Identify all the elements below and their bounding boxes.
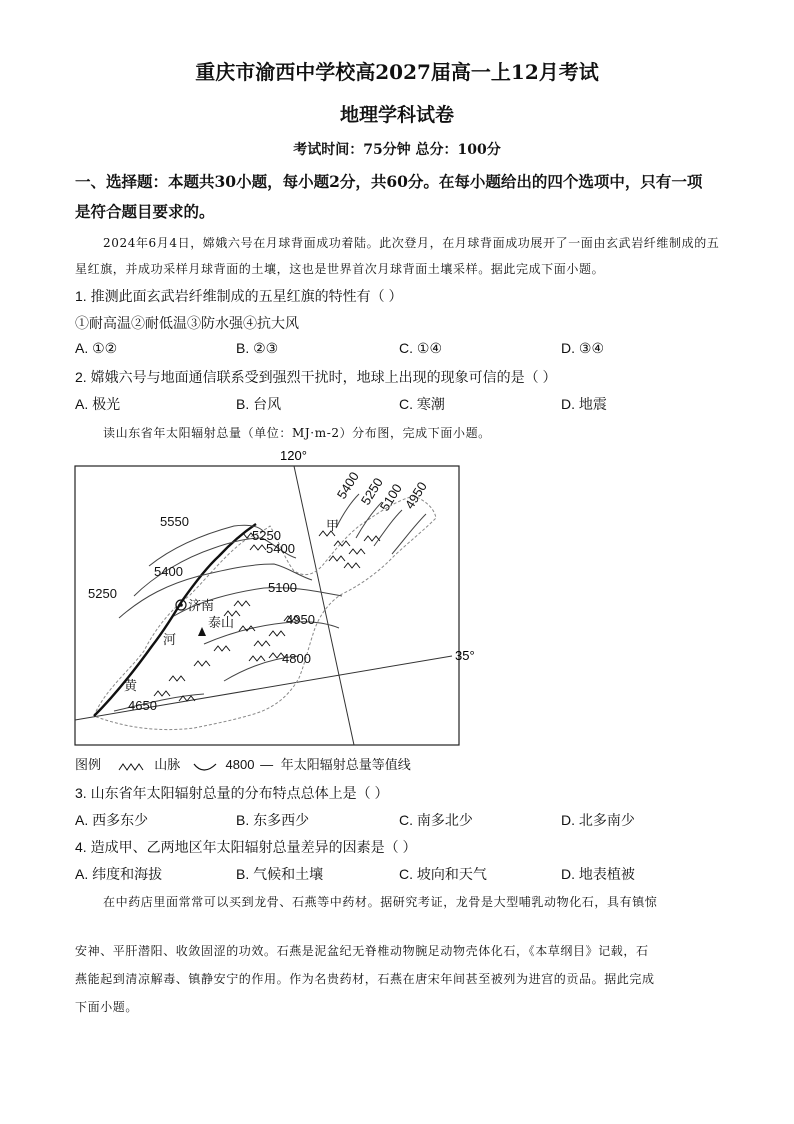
exam-time-info: 考试时间：75分钟 总分：100分 [293, 142, 501, 158]
map-legend: 图例 山脉 4800 — 年太阳辐射总量等值线 [75, 757, 411, 772]
question-2-option-b[interactable]: B. 台风 [236, 396, 282, 412]
label-river-he: 河 [163, 632, 177, 647]
label-4800: 4800 [282, 651, 311, 666]
exam-title: 重庆市渝西中学校高2027届高一上12月考试 [195, 60, 599, 84]
solar-radiation-map [74, 446, 475, 748]
label-4950-e: 4950 [401, 479, 430, 512]
question-4-option-a[interactable]: A. 纬度和海拔 [75, 866, 163, 882]
passage-tcm-line2: 安神、平肝潜阳、收敛固涩的功效。石燕是泥盆纪无脊椎动物腕足动物壳体化石，《本草纲目》记载，石 [75, 944, 649, 958]
section-heading-line2: 是符合题目要求的。 [75, 202, 215, 221]
legend-iso-value: 4800 [225, 757, 255, 772]
question-4-option-d[interactable]: D. 地表植被 [561, 866, 635, 882]
passage-chang-e: 2024年6月4日，嫦娥六号在月球背面成功着陆。此次登月，在月球背面成功展开了一面由玄武岩纤维制成的五星红旗，并成功采样月球背面的土壤，这也是世界首次月球背面土壤采样。据此完成下面小题。 [75, 236, 720, 276]
question-2-option-d[interactable]: D. 地震 [561, 396, 607, 412]
legend-mountain: 山脉 [154, 757, 181, 772]
meridian-label: 120° [280, 448, 307, 463]
passage-tcm-line4: 下面小题。 [75, 1000, 139, 1014]
legend-iso-text: 年太阳辐射总量等值线 [280, 757, 411, 772]
taishan-marker [198, 627, 206, 636]
section-heading-line1: 一、选择题：本题共30小题，每小题2分，共60分。在每小题给出的四个选项中，只有一项 [75, 172, 703, 191]
question-2-stem: 2. 嫦娥六号与地面通信联系受到强烈干扰时，地球上出现的现象可信的是（ ） [75, 369, 557, 385]
question-1-option-d[interactable]: D. ③④ [561, 340, 604, 356]
question-1-stem: 1. 推测此面玄武岩纤维制成的五星红旗的特性有（ ） [75, 288, 403, 304]
map-svg [74, 446, 475, 748]
label-5400-e: 5400 [333, 469, 362, 502]
label-5100-c: 5100 [268, 580, 297, 595]
contour-4950-e [392, 514, 426, 554]
question-3-option-d[interactable]: D. 北多南少 [561, 812, 635, 828]
passage-tcm-line3: 燕能起到清凉解毒、镇静安宁的作用。作为名贵药材，石燕在唐宋年间甚至被列为进宫的贡品。据此完成 [75, 972, 655, 986]
label-5100-e: 5100 [376, 481, 405, 514]
mountain-legend-icon [117, 760, 147, 772]
label-river-huang: 黄 [124, 678, 138, 693]
question-2-option-a[interactable]: A. 极光 [75, 396, 121, 412]
passage-shandong-map: 读山东省年太阳辐射总量（单位：MJ·m-2）分布图，完成下面小题。 [103, 426, 491, 440]
label-5400-c: 5400 [266, 541, 295, 556]
question-1-choices-list: ①耐高温②耐低温③防水强④抗大风 [75, 315, 299, 331]
question-3-stem: 3. 山东省年太阳辐射总量的分布特点总体上是（ ） [75, 785, 389, 801]
exam-subtitle: 地理学科试卷 [339, 104, 454, 126]
passage-tcm-line1: 在中药店里面常常可以买到龙骨、石燕等中药材。据研究考证，龙骨是大型哺乳动物化石，具有镇惊 [103, 895, 658, 909]
label-5250-e: 5250 [357, 475, 386, 508]
question-2-option-c[interactable]: C. 寒潮 [399, 396, 445, 412]
label-5250-w: 5250 [88, 586, 117, 601]
question-3-option-a[interactable]: A. 西多东少 [75, 812, 149, 828]
question-4-stem: 4. 造成甲、乙两地区年太阳辐射总量差异的因素是（ ） [75, 839, 417, 855]
mountain-symbols [154, 531, 380, 701]
contour-legend-icon [192, 760, 218, 772]
question-4-option-c[interactable]: C. 坡向和天气 [399, 866, 487, 882]
label-4650: 4650 [128, 698, 157, 713]
label-4950-c: 4950 [286, 612, 315, 627]
label-jia: 甲 [326, 518, 340, 533]
question-1-option-c[interactable]: C. ①④ [399, 340, 442, 356]
question-1-option-a[interactable]: A. ①② [75, 340, 118, 356]
parallel-label: 35° [455, 648, 475, 663]
question-1-option-b[interactable]: B. ②③ [236, 340, 279, 356]
label-5550: 5550 [160, 514, 189, 529]
legend-label: 图例 [75, 757, 102, 772]
question-3-option-c[interactable]: C. 南多北少 [399, 812, 473, 828]
label-jinan: 济南 [188, 598, 215, 613]
question-3-option-b[interactable]: B. 东多西少 [236, 812, 310, 828]
label-5400-w: 5400 [154, 564, 183, 579]
label-5250-c: 5250 [252, 528, 281, 543]
question-4-option-b[interactable]: B. 气候和土壤 [236, 866, 324, 882]
label-taishan: 泰山 [208, 615, 235, 630]
contour-5100-e [374, 510, 402, 546]
meridian-120 [294, 466, 354, 745]
